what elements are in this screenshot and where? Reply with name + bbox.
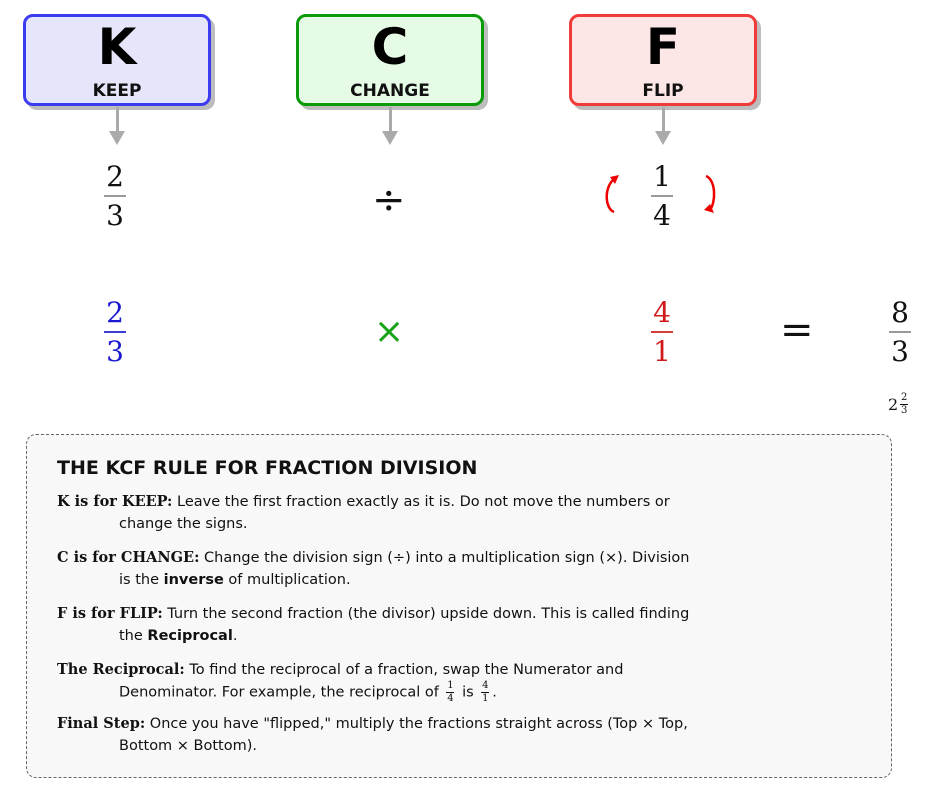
result-fraction: [889, 298, 911, 367]
keep-label: KEEP: [92, 81, 142, 101]
example-fraction-original: $\frac{1}{4}$: [447, 680, 454, 704]
division-sign: ÷: [372, 177, 406, 223]
mixed-whole: 2: [888, 395, 899, 414]
keep-letter: K: [97, 18, 137, 76]
mixed-fraction: $\frac{2}{3}$: [901, 392, 908, 416]
denominator: 3: [106, 199, 124, 232]
rule-text-cont: change the signs.: [119, 516, 248, 532]
flip-rotate-left-icon: [600, 172, 624, 216]
rule-reciprocal: [57, 659, 857, 704]
mixed-number: [888, 393, 911, 416]
denominator: 1: [653, 335, 671, 368]
rule-flip: [57, 603, 857, 647]
keep-arrow-icon: [116, 107, 119, 133]
example-fraction-reciprocal: $\frac{4}{1}$: [482, 680, 489, 704]
fraction-bar: [651, 195, 673, 197]
rule-label: Final Step:: [57, 715, 146, 732]
rule-text-cont: the Reciprocal.: [119, 628, 238, 644]
change-label: CHANGE: [350, 81, 430, 101]
original-second-fraction: [651, 162, 673, 231]
fraction-bar: [104, 331, 126, 333]
numerator: 2: [106, 296, 124, 329]
rule-text: Change the division sign (÷) into a multiplication sign (×). Division: [204, 550, 690, 566]
denominator: 3: [106, 335, 124, 368]
rule-text: Turn the second fraction (the divisor) upside down. This is called finding: [167, 606, 690, 622]
rule-label: K is for KEEP:: [57, 493, 173, 510]
flip-arrow-icon: [662, 107, 665, 133]
fraction-bar: [889, 331, 911, 333]
fraction-bar: [651, 331, 673, 333]
flip-rotate-right-icon: [700, 172, 724, 216]
rule-final-step: [57, 713, 857, 757]
rule-text: Leave the first fraction exactly as it is. Do not move the numbers or: [177, 494, 670, 510]
rule-text-cont: Bottom × Bottom).: [119, 738, 258, 754]
flip-label: FLIP: [642, 81, 684, 101]
rule-label: C is for CHANGE:: [57, 549, 200, 566]
rule-change: [57, 547, 857, 591]
rule-label: F is for FLIP:: [57, 605, 163, 622]
inverse-term: inverse: [163, 572, 224, 588]
denominator: 4: [653, 199, 671, 232]
denominator: 3: [891, 335, 909, 368]
change-arrow-icon: [389, 107, 392, 133]
fraction-bar: [104, 195, 126, 197]
rule-text-cont: Denominator. For example, the reciprocal of $\frac{1}{4}$ is $\frac{4}{1}$ .: [119, 680, 497, 704]
rule-label: The Reciprocal:: [57, 661, 185, 678]
rule-keep: [57, 491, 857, 535]
rule-text: Once you have "flipped," multiply the fractions straight across (Top × Top,: [149, 716, 688, 732]
kept-first-fraction: [104, 298, 126, 367]
flipped-second-fraction: [651, 298, 673, 367]
change-box: [296, 14, 484, 106]
equals-sign: =: [780, 307, 814, 353]
original-first-fraction: [104, 162, 126, 231]
rule-text: To find the reciprocal of a fraction, swap the Numerator and: [189, 662, 624, 678]
numerator: 1: [653, 160, 671, 193]
change-letter: C: [371, 18, 409, 76]
flip-box: [569, 14, 757, 106]
reciprocal-term: Reciprocal: [147, 628, 233, 644]
numerator: 4: [653, 296, 671, 329]
multiplication-sign: ×: [374, 311, 405, 352]
kcf-rules-panel: [26, 434, 892, 778]
numerator: 8: [891, 296, 909, 329]
flip-letter: F: [645, 18, 681, 76]
numerator: 2: [106, 160, 124, 193]
rule-text-cont: is the inverse of multiplication.: [119, 572, 351, 588]
rules-title: THE KCF RULE FOR FRACTION DIVISION: [57, 457, 478, 479]
keep-box: [23, 14, 211, 106]
